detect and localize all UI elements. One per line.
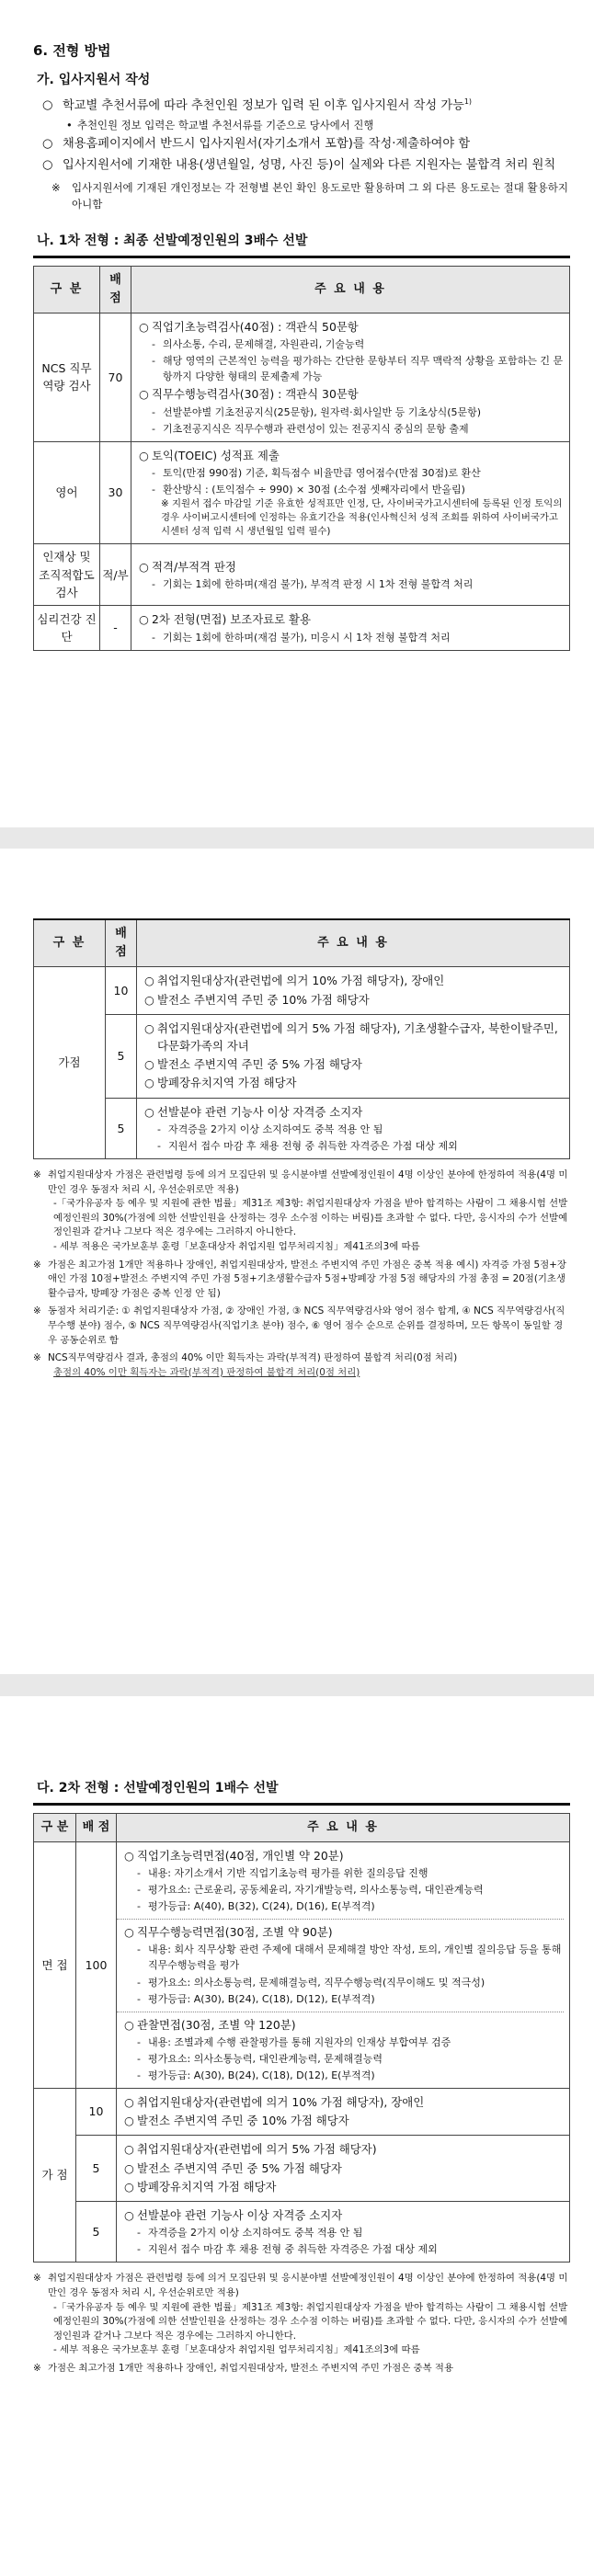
bullet-item: ○ 채용홈페이지에서 반드시 입사지원서(자기소개서 포함)를 작성‧제출하여야 함 <box>42 137 471 152</box>
table-row: 심리건강 진단 - ○ 2차 전형(면접) 보조자료로 활용 - 기회는 1회에 한하며(재검 불가), 미응시 시 1차 전형 불합격 처리 <box>34 606 570 650</box>
bullet-item: ○ 입사지원서에 기재한 내용(생년월일, 성명, 사진 등)이 실제와 다른 지원자는 불합격 처리 원칙 <box>42 157 556 172</box>
stage2-table <box>33 1813 570 2263</box>
bullet-item: ○ 학교별 추천서류에 따라 추천인원 정보가 입력 된 이후 입사지원서 작성 가능$^{1)}$ <box>42 97 473 113</box>
page-sheet-3 <box>0 1696 594 2576</box>
stage1-bonus-table <box>33 918 570 1159</box>
header-category: 구 분 <box>34 266 100 313</box>
header-score: 배점 <box>100 266 131 313</box>
row-content: ○ 2차 전형(면접) 보조자료로 활용 - 기회는 1회에 한하며(재검 불가), 미응시 시 1차 전형 불합격 처리 <box>131 606 570 650</box>
table-row: 영어 30 ○ 토익(TOEIC) 성적표 제출 - 토익(만점 990점) 기준, 획득점수 비율만큼 영어점수(만점 30점)로 환산 - 환산방식 : (토익점수 ÷ 990) × 30점 (소수점 셋째자리에서 반올림) ※ 지원서 접수 마감일 기준 유효한 성적표만 인정, 단, 사이버국가고시센터에 등록된 인정 토익의 경우 사이버고시센터에 인정하는 유효기간을 적용(인사혁신처 성적 조회를 위하여 사이버국가고시센터 성적 입력 시 생년월일 입력 필수) <box>34 441 570 544</box>
table-header-row: 구 분 배점 주 요 내 용 <box>34 919 570 967</box>
table-row: 가점 10 ○ 취업지원대상자(관련법에 의거 10% 가점 해당자), 장애인 ○ 발전소 주변지역 주민 중 10% 가점 해당자 <box>34 967 570 1014</box>
row-content: ○ 직업기초능력검사(40점) : 객관식 50문항 - 의사소통, 수리, 문제해결, 자원관리, 기술능력 - 해당 영역의 근본적인 능력을 평가하는 간단한 문항부터 직무 맥락적 상황을 포함하는 긴 문항까지 다양한 형태의 문제출제 가능 ○ 직무수행능력검사(30점) : 객관식 30문항 - 선발분야별 기초전공지식(25문항), 원자력‧회사일반 등 기초상식(5문항) - 기초전공지식은 직무수행과 관련성이 있는 전공지식 중심의 문항 출제 <box>131 313 570 441</box>
section-title: 6. 전형 방법 <box>33 42 111 59</box>
table-row: NCS 직무역량 검사 70 ○ 직업기초능력검사(40점) : 객관식 50문항 - 의사소통, 수리, 문제해결, 자원관리, 기술능력 - 해당 영역의 근본적인 능력을 평가하는 간단한 문항부터 직무 맥락적 상황을 포함하는 긴 문항까지 다양한 형태의 문제출제 가능 ○ 직무수행능력검사(30점) : 객관식 30문항 - 선발분야별 기초전공지식(25문항), 원자력‧회사일반 등 기초상식(5문항) - 기초전공지식은 직무수행과 관련성이 있는 전공지식 중심의 문항 출제 <box>34 313 570 441</box>
row-content: ○ 토익(TOEIC) 성적표 제출 - 토익(만점 990점) 기준, 획득점수 비율만큼 영어점수(만점 30점)로 환산 - 환산방식 : (토익점수 ÷ 990) × 30점 (소수점 셋째자리에서 반올림) ※ 지원서 접수 마감일 기준 유효한 성적표만 인정, 단, 사이버국가고시센터에 등록된 인정 토익의 경우 사이버고시센터에 인정하는 유효기간을 적용(인사혁신처 성적 조회를 위하여 사이버국가고시센터 성적 입력 시 생년월일 입력 필수) <box>131 441 570 544</box>
bonus-category: 가점 <box>34 967 106 1159</box>
subsection-title-ga: 가. 입사지원서 작성 <box>37 73 151 88</box>
table-row: 5 ○ 선발분야 관련 기능사 이상 자격증 소지자 - 자격증을 2가지 이상 소지하여도 중복 적용 안 됨 - 지원서 접수 마감 후 채용 전형 중 취득한 자격증은 가점 대상 제외 <box>34 1098 570 1158</box>
page-sheet-1 <box>0 0 594 827</box>
stage1-table <box>33 266 570 651</box>
sub-item: • 추천인원 정보 입력은 학교별 추천서류를 기준으로 당사에서 진행 <box>66 118 374 131</box>
footnotes: ※ 취업지원대상자 가점은 관련법령 등에 의거 모집단위 및 응시분야별 선발예정인원이 4명 이상인 분야에 한정하여 적용(4명 미만인 경우 동점자 처리 시, 우선순위로만 적용) -「국가유공자 등 예우 및 지원에 관한 법률」제31조 제3항: 취업지원대상자 가점을 받아 합격하는 사람이 그 채용시험 선발예정인원의 30%(가점에 의한 선발인원을 산정하는 경우 소수점 이하는 버림)를 초과할 수 없다. 다만, 응시자의 수가 선발예정인원과 같거나 그보다 적은 경우에는 그러하지 아니한다. - 세부 적용은 국가보훈부 훈령「보훈대상자 취업지원 업무처리지침」제41조의3에 따름 ※ 가점은 최고가점 1개만 적용하나 장애인, 취업지원대상자, 발전소 주변지역 주민 가점은 중복 적용 예시) 자격증 가점 5점+장애인 가점 10점+발전소 주변지역 주민 가점 5점+기초생활수급자 5점+방폐장 가점 5점 해당자의 가점 총점 = 20점(기초생활수급자, 방폐장 가점은 중복 인정 안 됨) ※ 동점자 처리기준: ① 취업지원대상자 가점, ② 장애인 가점, ③ NCS 직무역량검사와 영어 점수 합계, ④ NCS 직무역량검사(직무수행 분야) 점수, ⑤ NCS 직무역량검사(직업기초 분야) 점수, ⑥ 영어 점수 순으로 순위를 결정하며, 모든 항목이 동일할 경우 공동순위로 함 ※ NCS직무역량검사 결과, 총점의 40% 이만 획득자는 과락(부적격) 판정하여 불합격 처리(0점 처리) 총점의 40% 이만 획득자는 과락(부적격) 판정하여 불합격 처리(0점 처리) <box>33 1168 570 1381</box>
row-content: ○ 적격/부적격 판정 - 기회는 1회에 한하며(재검 불가), 부적격 판정 시 1차 전형 불합격 처리 <box>131 544 570 606</box>
table-header-row: 구 분 배 점 주 요 내 용 <box>34 1813 570 1841</box>
page-sheet-2 <box>0 849 594 1674</box>
page-gap <box>0 1674 594 1696</box>
subsection-title-na: 나. 1차 전형 : 최종 선발예정인원의 3배수 선발 <box>33 230 570 258</box>
underlined-emphasis: 총점의 40% 이만 획득자는 과락(부적격) 판정하여 불합격 처리(0점 처리) <box>53 1366 360 1378</box>
header-content: 주 요 내 용 <box>131 266 570 313</box>
page-gap <box>0 827 594 849</box>
privacy-note: ※ 입사지원서에 기재된 개인정보는 각 전형별 본인 확인 용도로만 활용하며 그 외 다른 용도로는 절대 활용하지 아니함 <box>51 181 568 211</box>
table-row: 5 ○ 취업지원대상자(관련법에 의거 5% 가점 해당자) ○ 발전소 주변지역 주민 중 5% 가점 해당자 ○ 방폐장유치지역 가점 해당자 <box>34 2136 570 2202</box>
table-row: 5 ○ 취업지원대상자(관련법에 의거 5% 가점 해당자), 기초생활수급자, 북한이탈주민, 다문화가족의 자녀 ○ 발전소 주변지역 주민 중 5% 가점 해당자 ○ 방폐장유치지역 가점 해당자 <box>34 1014 570 1098</box>
subsection-title-da: 다. 2차 전형 : 선발예정인원의 1배수 선발 <box>33 1777 570 1806</box>
table-row: 가 점 10 ○ 취업지원대상자(관련법에 의거 10% 가점 해당자), 장애인 ○ 발전소 주변지역 주민 중 10% 가점 해당자 <box>34 2088 570 2135</box>
table-row: 5 ○ 선발분야 관련 기능사 이상 자격증 소지자 - 자격증을 2가지 이상 소지하여도 중복 적용 안 됨 - 지원서 접수 마감 후 채용 전형 중 취득한 자격증은 가점 대상 제외 <box>34 2202 570 2263</box>
table-header-row <box>34 266 570 313</box>
table-row: 면 접 100 ○ 직업기초능력면접(40점, 개인별 약 20분) - 내용: 자기소개서 기반 직업기초능력 평가를 위한 질의응답 진행 - 평가요소: 근로윤리, 공동체윤리, 자기개발능력, 의사소통능력, 대인관계능력 - 평가등급: A(40), B(32), C(24), D(16), E(부적격) ○ 직무수행능력면접(30점, 조별 약 90분) - 내용: 회사 직무상황 관련 주제에 대해서 문제해결 방안 작성, 토의, 개인별 질의응답 등을 통해 직무수행능력을 평가 - 평가요소: 의사소통능력, 문제해결능력, 직무수행능력(직무이해도 및 적극성) - 평가등급: A(30), B(24), C(18), D(12), E(부적격) ○ 관찰면접(30점, 조별 약 120분) - 내용: 조별과제 수행 관찰평가를 통해 지원자의 인재상 부합여부 검증 - 평가요소: 의사소통능력, 대인관계능력, 문제해결능력 - 평가등급: A(30), B(24), C(18), D(12), E(부적격) <box>34 1841 570 2088</box>
footnotes: ※ 취업지원대상자 가점은 관련법령 등에 의거 모집단위 및 응시분야별 선발예정인원이 4명 이상인 분야에 한정하여 적용(4명 미만인 경우 동점자 처리 시, 우선순위로만 적용) -「국가유공자 등 예우 및 지원에 관한 법률」제31조 제3항: 취업지원대상자 가점을 받아 합격하는 사람이 그 채용시험 선발예정인원의 30%(가점에 의한 선발인원을 산정하는 경우 소수점 이하는 버림)를 초과할 수 없다. 다만, 응시자의 수가 선발예정인원과 같거나 그보다 적은 경우에는 그러하지 아니한다. - 세부 적용은 국가보훈부 훈령「보훈대상자 취업지원 업무처리지침」제41조의3에 따름 ※ 가점은 최고가점 1개만 적용하나 장애인, 취업지원대상자, 발전소 주변지역 주민 가점은 중복 적용 <box>33 2273 568 2375</box>
table-row: 인재상 및 조직적합도 검사 적/부 ○ 적격/부적격 판정 - 기회는 1회에 한하며(재검 불가), 부적격 판정 시 1차 전형 불합격 처리 <box>34 544 570 606</box>
